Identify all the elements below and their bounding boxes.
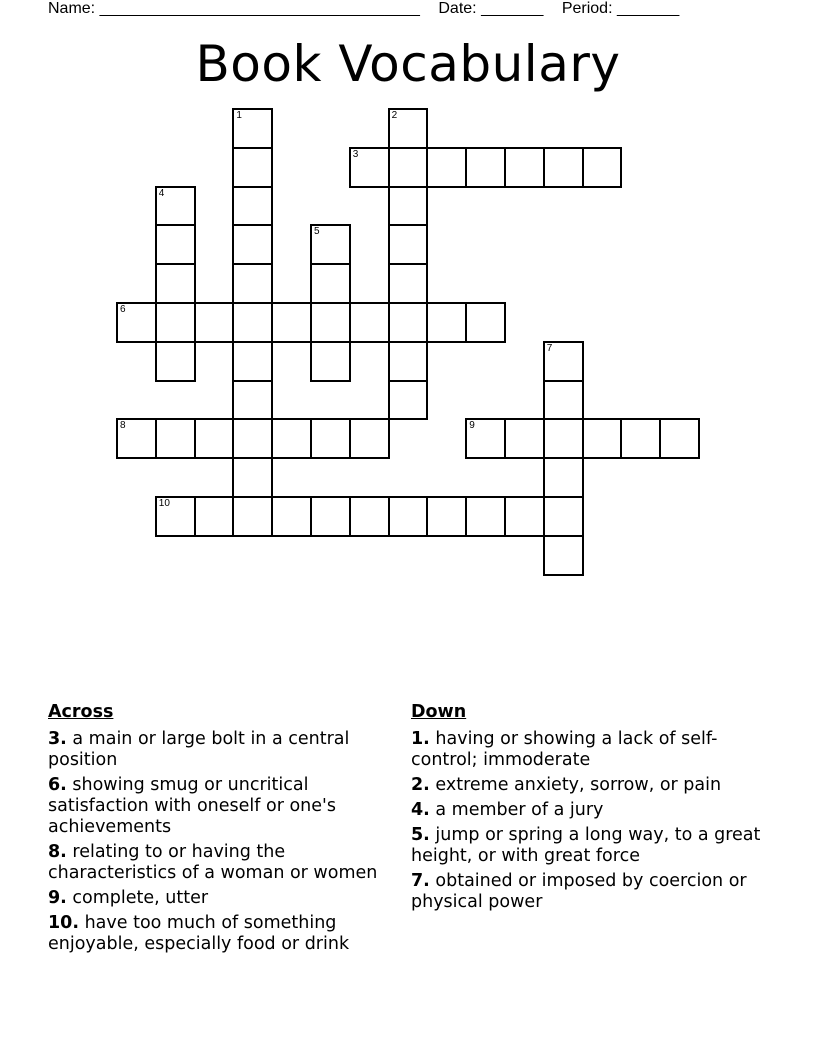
grid-cell[interactable]: [155, 224, 196, 265]
grid-cell[interactable]: [504, 418, 545, 459]
grid-cell[interactable]: [310, 302, 351, 343]
grid-cell[interactable]: [310, 263, 351, 304]
grid-cell[interactable]: [155, 302, 196, 343]
clue-text: a main or large bolt in a central position: [48, 729, 350, 770]
clue-number: 10.: [48, 913, 80, 933]
grid-cell[interactable]: [155, 496, 196, 537]
clue-number: 1.: [411, 729, 430, 749]
grid-cell[interactable]: [155, 186, 196, 227]
grid-cell[interactable]: [388, 380, 429, 421]
across-heading: Across: [48, 702, 114, 722]
period-field-label[interactable]: Period: _______: [561, 0, 680, 17]
grid-cell[interactable]: [232, 224, 273, 265]
grid-cell[interactable]: [155, 341, 196, 382]
date-field-label[interactable]: Date: _______: [438, 0, 544, 17]
clue-number-label: 10: [158, 498, 170, 509]
grid-cell[interactable]: [232, 302, 273, 343]
clue-down-7: [411, 871, 771, 913]
clue-across-6: [48, 775, 408, 838]
grid-cell[interactable]: [232, 263, 273, 304]
clue-down-4: [411, 800, 771, 821]
grid-cell[interactable]: [388, 341, 429, 382]
grid-cell[interactable]: [310, 418, 351, 459]
clue-number: 4.: [411, 800, 430, 820]
grid-cell[interactable]: [232, 186, 273, 227]
grid-cell[interactable]: [388, 263, 429, 304]
grid-cell[interactable]: [232, 341, 273, 382]
grid-cell[interactable]: [349, 147, 390, 188]
clue-number-label: 6: [120, 304, 126, 315]
grid-cell[interactable]: [349, 418, 390, 459]
clue-number-label: 5: [314, 226, 320, 238]
clue-number-label: 9: [469, 420, 475, 432]
grid-cell[interactable]: [582, 147, 623, 188]
clue-text: have too much of something enjoyable, especially food or drink: [48, 913, 350, 954]
clue-down-1: [411, 729, 771, 771]
clue-number: 7.: [411, 871, 430, 891]
clue-number: 8.: [48, 842, 67, 862]
grid-cell[interactable]: [271, 302, 312, 343]
clue-number-label: 2: [391, 110, 398, 121]
grid-cell[interactable]: [349, 496, 390, 537]
clue-text: extreme anxiety, sorrow, or pain: [429, 775, 722, 795]
clue-text: relating to or having the characteristics of a woman or women: [48, 842, 378, 883]
clue-text: complete, utter: [66, 888, 209, 908]
grid-cell[interactable]: [232, 457, 273, 498]
clue-number-label: 3: [352, 148, 359, 160]
clue-across-10: [48, 913, 408, 955]
grid-cell[interactable]: [465, 302, 506, 343]
down-heading: Down: [411, 702, 467, 722]
clue-across-8: [48, 842, 408, 884]
clue-down-5: [411, 825, 771, 867]
grid-cell[interactable]: [232, 496, 273, 537]
clue-text: a member of a jury: [429, 800, 604, 820]
grid-cell[interactable]: [194, 302, 235, 343]
grid-cell[interactable]: [310, 341, 351, 382]
grid-cell[interactable]: [310, 224, 351, 265]
grid-cell[interactable]: [232, 147, 273, 188]
grid-cell[interactable]: [388, 147, 429, 188]
grid-cell[interactable]: [426, 496, 467, 537]
name-field-label[interactable]: Name: ____________________________________: [48, 0, 420, 17]
grid-cell[interactable]: [543, 147, 584, 188]
across-clues: [48, 702, 408, 959]
clue-number: 3.: [48, 729, 67, 749]
grid-cell[interactable]: [620, 418, 661, 459]
clue-across-3: [48, 729, 408, 771]
grid-cell[interactable]: [388, 186, 429, 227]
grid-cell[interactable]: [582, 418, 623, 459]
grid-cell[interactable]: [155, 263, 196, 304]
clue-number: 2.: [411, 775, 430, 795]
grid-cell[interactable]: [465, 496, 506, 537]
grid-cell[interactable]: [426, 302, 467, 343]
grid-cell[interactable]: [349, 302, 390, 343]
clue-number: 9.: [48, 888, 67, 908]
clue-number-label: 4: [158, 187, 165, 199]
grid-cell[interactable]: [388, 224, 429, 265]
grid-cell[interactable]: [426, 147, 467, 188]
grid-cell[interactable]: [504, 496, 545, 537]
clue-text: jump or spring a long way, to a great height, or with great force: [411, 825, 761, 866]
clue-number-label: 7: [546, 342, 553, 354]
grid-cell[interactable]: [543, 496, 584, 537]
grid-cell[interactable]: [194, 418, 235, 459]
grid-cell[interactable]: [310, 496, 351, 537]
grid-cell[interactable]: [543, 380, 584, 421]
grid-cell[interactable]: [543, 341, 584, 382]
grid-cell[interactable]: [659, 418, 700, 459]
clue-text: obtained or imposed by coercion or physical power: [411, 871, 747, 912]
grid-cell[interactable]: [232, 418, 273, 459]
clue-across-9: [48, 888, 408, 909]
grid-cell[interactable]: [465, 147, 506, 188]
down-clues: [411, 702, 771, 917]
grid-cell[interactable]: [388, 496, 429, 537]
grid-cell[interactable]: [271, 496, 312, 537]
grid-cell[interactable]: [232, 108, 273, 149]
grid-cell[interactable]: [504, 147, 545, 188]
clue-number: 5.: [411, 825, 430, 845]
clue-number-label: 8: [120, 420, 126, 432]
clue-text: showing smug or uncritical satisfaction with oneself or one's achievements: [48, 775, 336, 837]
grid-cell[interactable]: [232, 380, 273, 421]
grid-cell[interactable]: [271, 418, 312, 459]
clue-number: 6.: [48, 775, 67, 795]
grid-cell[interactable]: [116, 418, 157, 459]
grid-cell[interactable]: [543, 418, 584, 459]
grid-cell[interactable]: [388, 302, 429, 343]
grid-cell[interactable]: [465, 418, 506, 459]
grid-cell[interactable]: [194, 496, 235, 537]
grid-cell[interactable]: [543, 457, 584, 498]
grid-cell[interactable]: [388, 108, 429, 149]
clue-down-2: [411, 775, 771, 796]
page-title: Book Vocabulary: [195, 35, 621, 93]
clue-text: having or showing a lack of self-control; immoderate: [411, 729, 718, 770]
grid-cell[interactable]: [116, 302, 157, 343]
grid-cell[interactable]: [543, 535, 584, 576]
grid-cell[interactable]: [155, 418, 196, 459]
clue-number-label: 1: [236, 110, 242, 121]
